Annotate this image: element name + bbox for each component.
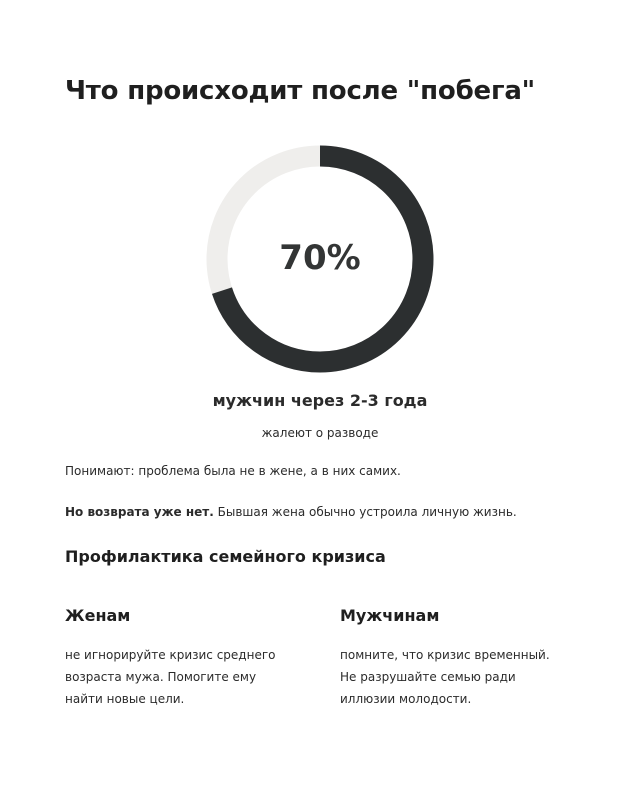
advice-husbands-line: помните, что кризис временный. <box>340 648 550 662</box>
advice-husbands-line: Не разрушайте семью ради <box>340 670 516 684</box>
advice-wives-line: найти новые цели. <box>65 692 185 706</box>
paragraph-no-return-text: Бывшая жена обычно устроила личную жизнь. <box>213 505 517 519</box>
page-title: Что происходит после "побега" <box>65 76 536 106</box>
stat-caption: жалеют о разводе <box>261 426 379 440</box>
advice-wives <box>65 605 315 710</box>
stat-subject: мужчин через 2-3 года <box>212 391 428 410</box>
advice-husbands <box>340 605 590 710</box>
progress-ring <box>206 145 434 373</box>
advice-wives-line: возраста мужа. Помогите ему <box>65 670 257 684</box>
advice-husbands-title: Мужчинам <box>340 606 440 625</box>
section-title-prevention: Профилактика семейного кризиса <box>65 547 386 566</box>
advice-husbands-line: иллюзии молодости. <box>340 692 472 706</box>
paragraph-no-return <box>65 503 585 521</box>
advice-husbands-text <box>340 644 590 710</box>
advice-wives-line: не игнорируйте кризис среднего <box>65 648 276 662</box>
paragraph-no-return-bold: Но возврата уже нет. <box>65 505 214 519</box>
advice-wives-title: Женам <box>65 606 131 625</box>
stat-percentage: 70% <box>279 238 361 278</box>
paragraph-realization: Понимают: проблема была не в жене, а в них самих. <box>65 464 401 478</box>
advice-wives-text <box>65 644 315 710</box>
